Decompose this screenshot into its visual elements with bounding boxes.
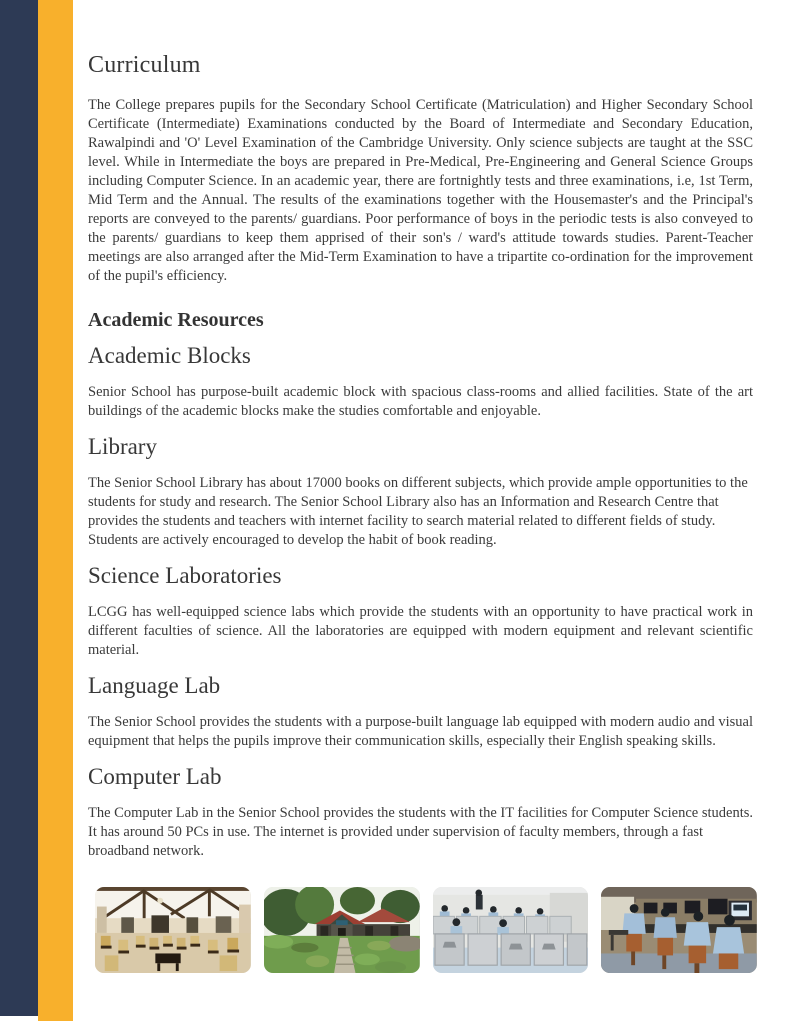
curriculum-paragraph: The College prepares pupils for the Secondary School Certificate (Matriculation) and Higher Secondary School Certificate (Intermediate) Examinations conducted by the Board of Intermediate and Secondary Education, Rawalpindi and 'O' Level Examination of the Cambridge University. Only science subjects are taught at the SSC level. While in Intermediate the boys are prepared in Pre-Medical, Pre-Engineering and General Science Groups including Computer Science. In an academic year, there are fortnightly tests and three examinations, i.e, 1st Term, Mid Term and the Annual. The results of the examinations together with the Housemaster's and the Principal's reports are conveyed to the parents/ guardians. Poor performance of boys in the periodic tests is also conveyed to the parents/ guardians to keep them apprised of their son's / ward's attitude towards studies. Parent-Teacher meetings are also arranged after the Mid-Term Examination to have a tripartite co-ordination for the improvement of the pupil's efficiency. <box>88 97 753 284</box>
left-stripe-navy <box>0 0 38 1016</box>
academic-blocks-paragraph: Senior School has purpose-built academic block with spacious class-rooms and allied facilities. State of the art buildings of the academic blocks make the studies comfortable and enjoyable. <box>88 384 753 419</box>
academic-blocks-heading: Academic Blocks <box>88 343 251 368</box>
page-title: Curriculum <box>88 52 201 78</box>
language-lab-cubicles-photo <box>433 887 589 973</box>
library-reading-room-photo <box>95 887 251 973</box>
academic-resources-heading: Academic Resources <box>88 309 264 331</box>
content-column <box>88 0 753 861</box>
photo-strip <box>95 887 757 973</box>
language-lab-illustration <box>433 887 589 973</box>
library-reading-room-illustration <box>95 887 251 973</box>
language-lab-paragraph: The Senior School provides the students with a purpose-built language lab equipped with modern audio and visual equipment that helps the pupils improve their communication skills, especially their English speaking skills. <box>88 714 753 749</box>
campus-building-garden-illustration <box>264 887 420 973</box>
computer-lab-illustration <box>601 887 757 973</box>
campus-building-garden-photo <box>264 887 420 973</box>
science-laboratories-heading: Science Laboratories <box>88 563 282 588</box>
left-stripe-yellow <box>38 0 73 1021</box>
computer-lab-students-photo <box>601 887 757 973</box>
computer-lab-heading: Computer Lab <box>88 764 222 789</box>
library-heading: Library <box>88 434 157 459</box>
science-laboratories-paragraph: LCGG has well-equipped science labs which provide the students with an opportunity to have practical work in different faculties of science. All the laboratories are equipped with modern equipment and relevant scientific material. <box>88 604 753 658</box>
library-paragraph: The Senior School Library has about 17000 books on different subjects, which provide ample opportunities to the students for study and research. The Senior School Library also has an Information and Research Centre that provides the students and teachers with internet facility to search material related to different fields of study. Students are actively encouraged to develop the habit of book reading. <box>88 475 748 548</box>
computer-lab-paragraph: The Computer Lab in the Senior School provides the students with the IT facilities for Computer Science students. It has around 50 PCs in use. The internet is provided under supervision of faculty members, through a fast broadband network. <box>88 805 753 859</box>
language-lab-heading: Language Lab <box>88 673 221 698</box>
